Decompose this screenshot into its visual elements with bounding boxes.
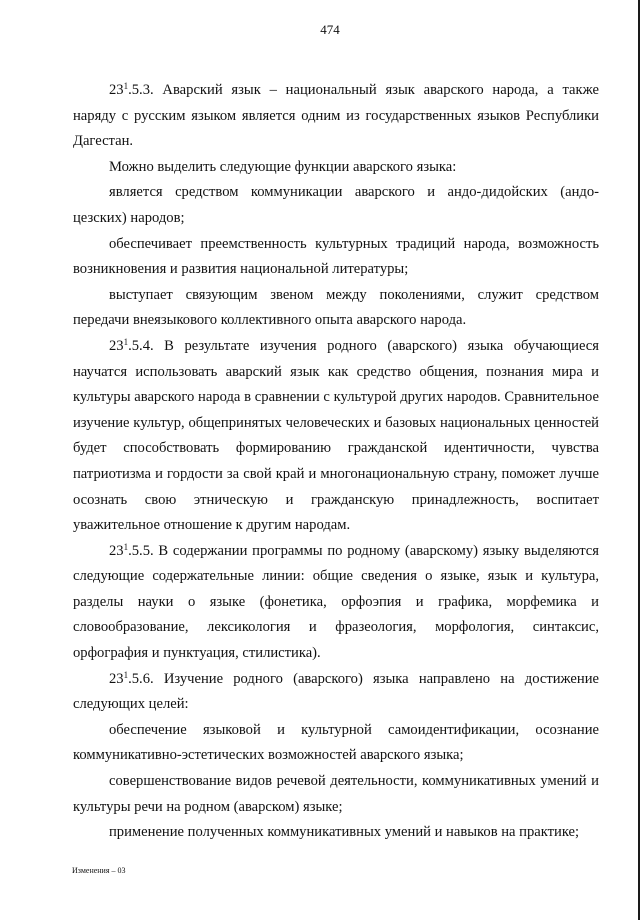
footer-revision-note: Изменения – 03 bbox=[72, 866, 126, 875]
section-number: $23^1.5.5$. bbox=[109, 541, 154, 559]
paragraph-23-5-3: $23^1.5.3$. Аварский язык – национальный язык аварского народа, а также наряду с русским языком является одним из государственных языков Республики Дагестан. bbox=[73, 81, 599, 150]
section-number: $23^1.5.4$. bbox=[109, 336, 154, 354]
paragraph-23-5-4: $23^1.5.4$. В результате изучения родного (аварского) языка обучающиеся научатся использовать аварский язык как средство общения, познания мира и культуры аварского народа в сравнении с культурой других народов. Сравнительное изучение культур, общепринятых человеческих и базовых национальных ценностей будет способствовать формированию гражданской идентичности, чувства патриотизма и гордости за свой край и многонациональную страну, поможет лучше осознать свою этническую и гражданскую принадлежность, воспитает уважительное отношение к другим народам. bbox=[73, 336, 599, 534]
paragraph-23-5-5: $23^1.5.5$. В содержании программы по родному (аварскому) языку выделяются следующие содержательные линии: общие сведения о языке, язык и культура, разделы науки о языке (фонетика, орфоэпия и графика, морфемика и словообразование, лексикология и фразеология, морфология, синтаксис, орфография и пунктуация, стилистика). bbox=[73, 541, 599, 662]
list-item: применение полученных коммуникативных умений и навыков на практике; bbox=[109, 824, 580, 841]
paragraph-functions-intro: Можно выделить следующие функции аварского языка: bbox=[109, 158, 457, 175]
section-number: $23^1.5.3$. bbox=[109, 81, 154, 98]
section-number: $23^1.5.6$. bbox=[109, 669, 154, 687]
document-body bbox=[73, 78, 599, 846]
list-item: совершенствование видов речевой деятельности, коммуникативных умений и культуры речи на родном (аварском) языке; bbox=[73, 773, 599, 815]
page-number: 474 bbox=[320, 22, 340, 37]
list-item: обеспечивает преемственность культурных традиций народа, возможность возникновения и развития национальной литературы; bbox=[73, 235, 599, 278]
list-item: выступает связующим звеном между поколениями, служит средством передачи внеязыкового коллективного опыта аварского народа. bbox=[73, 286, 599, 329]
list-item: является средством коммуникации аварского и андо-дидойских (андо-цезских) народов; bbox=[73, 184, 599, 226]
paragraph-23-5-6: $23^1.5.6$. Изучение родного (аварского) языка направлено на достижение следующих целей: bbox=[73, 669, 599, 713]
list-item: обеспечение языковой и культурной самоидентификации, осознание коммуникативно-эстетических возможностей аварского языка; bbox=[73, 721, 599, 764]
